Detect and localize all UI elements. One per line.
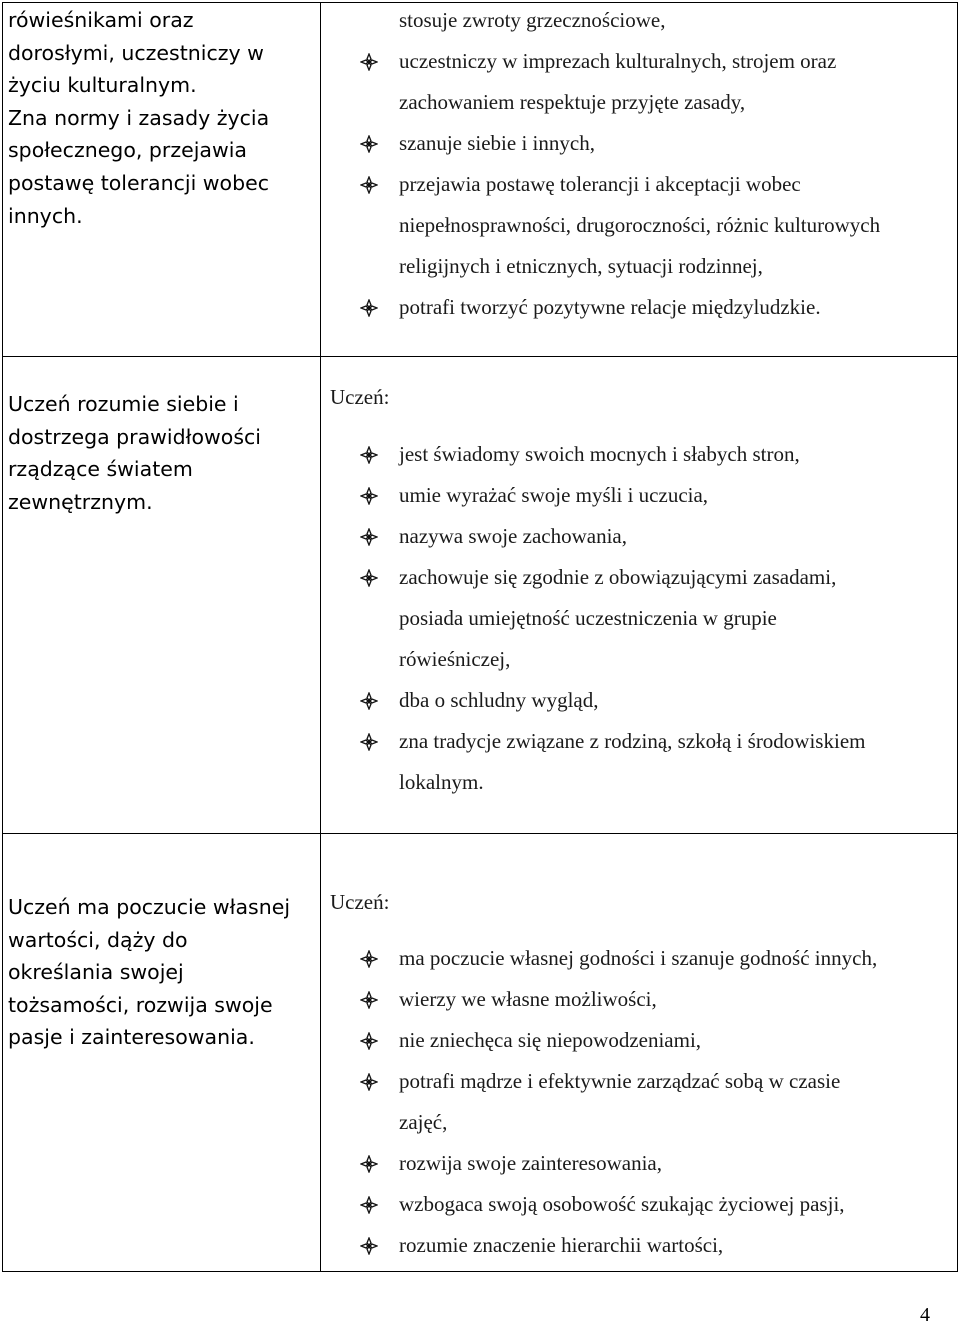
outcome-line: [330, 82, 950, 123]
four-petal-diamond-icon: [360, 53, 378, 71]
goal-line: wartości, dąży do: [8, 927, 188, 952]
outcome-line: [330, 0, 950, 41]
outcome-line: [330, 979, 950, 1020]
outcome-text: niepełnosprawności, drugoroczności, różnic kulturowych: [399, 213, 881, 237]
four-petal-diamond-icon: [360, 487, 378, 505]
outcome-text: zajęć,: [399, 1110, 448, 1134]
outcome-line: [330, 938, 950, 979]
outcome-text: przejawia postawę tolerancji i akceptacji wobec: [399, 172, 801, 196]
goal-line: tożsamości, rozwija swoje: [8, 992, 273, 1017]
column-divider: [320, 2, 321, 1272]
goal-line: Uczeń rozumie siebie i: [8, 392, 239, 416]
four-petal-diamond-icon: [360, 991, 378, 1009]
outcome-text: wzbogaca swoją osobowość szukając życiowej pasji,: [399, 1192, 845, 1216]
goal-line: życiu kulturalnym.: [8, 73, 197, 98]
row-1-goal: [8, 4, 313, 232]
outcome-line: [330, 205, 950, 246]
outcome-line: [330, 680, 950, 721]
outcome-text: zna tradycje związane z rodziną, szkołą i środowiskiem: [399, 729, 866, 753]
outcome-text: potrafi tworzyć pozytywne relacje międzyludzkie.: [399, 295, 821, 319]
outcome-line: [330, 1225, 950, 1266]
four-petal-diamond-icon: [360, 176, 378, 194]
four-petal-diamond-icon: [360, 299, 378, 317]
outcome-text: nie zniechęca się niepowodzeniami,: [399, 1028, 702, 1052]
four-petal-diamond-icon: [360, 1032, 378, 1050]
outcome-text: umie wyrażać swoje myśli i uczucia,: [399, 483, 709, 507]
outcome-line: [330, 475, 950, 516]
outcome-text: rówieśniczej,: [399, 647, 511, 671]
outcome-line: [330, 41, 950, 82]
outcome-text: potrafi mądrze i efektywnie zarządzać sobą w czasie: [399, 1069, 841, 1093]
outcome-line: [330, 516, 950, 557]
goal-line: określania swojej: [8, 960, 184, 985]
goal-line: społecznego, przejawia: [8, 138, 247, 163]
goal-line: zewnętrznym.: [8, 489, 153, 514]
row-2-heading: Uczeń:: [330, 385, 390, 409]
goal-line: postawę tolerancji wobec: [8, 170, 269, 195]
outcome-text: wierzy we własne możliwości,: [399, 987, 657, 1011]
outcome-text: ma poczucie własnej godności i szanuje godność innych,: [399, 946, 878, 970]
goal-line: innych.: [8, 203, 83, 228]
goal-line: rówieśnikami oraz: [8, 8, 194, 32]
outcome-line: [330, 1061, 950, 1102]
outcome-line: [330, 1143, 950, 1184]
outcome-line: [330, 164, 950, 205]
four-petal-diamond-icon: [360, 692, 378, 710]
outcome-line: [330, 557, 950, 598]
outcome-line: [330, 1184, 950, 1225]
outcome-text: rozumie znaczenie hierarchii wartości,: [399, 1233, 724, 1257]
four-petal-diamond-icon: [360, 1155, 378, 1173]
goal-line: pasje i zainteresowania.: [8, 1025, 255, 1050]
outcome-text: nazywa swoje zachowania,: [399, 524, 627, 548]
table-border-left: [2, 2, 3, 1272]
outcome-line: [330, 598, 950, 639]
outcome-text: szanuje siebie i innych,: [399, 131, 595, 155]
outcome-line: [330, 1102, 950, 1143]
outcome-text: lokalnym.: [399, 770, 484, 794]
table-border-bottom: [2, 1271, 958, 1272]
outcome-text: uczestniczy w imprezach kulturalnych, strojem oraz: [399, 49, 837, 73]
outcome-text: rozwija swoje zainteresowania,: [399, 1151, 662, 1175]
row-3-heading: Uczeń:: [330, 890, 390, 914]
outcome-line: [330, 721, 950, 762]
row-divider-1: [2, 356, 958, 357]
outcome-text: jest świadomy swoich mocnych i słabych stron,: [399, 442, 800, 466]
goal-line: Uczeń ma poczucie własnej: [8, 895, 291, 919]
four-petal-diamond-icon: [360, 569, 378, 587]
outcome-text: posiada umiejętność uczestniczenia w grupie: [399, 606, 777, 630]
goal-line: Zna normy i zasady życia: [8, 105, 270, 130]
goal-line: dostrzega prawidłowości: [8, 424, 261, 449]
outcome-text: stosuje zwroty grzecznościowe,: [399, 8, 666, 32]
four-petal-diamond-icon: [360, 733, 378, 751]
four-petal-diamond-icon: [360, 135, 378, 153]
four-petal-diamond-icon: [360, 446, 378, 464]
four-petal-diamond-icon: [360, 1237, 378, 1255]
row-2-goal: [8, 388, 313, 518]
outcome-line: [330, 762, 950, 803]
row-3-goal: [8, 891, 313, 1054]
table-border-right: [957, 2, 958, 1272]
outcome-line: [330, 123, 950, 164]
goal-line: dorosłymi, uczestniczy w: [8, 40, 264, 65]
goal-line: rządzące światem: [8, 457, 193, 482]
row-divider-2: [2, 833, 958, 834]
four-petal-diamond-icon: [360, 528, 378, 546]
outcome-line: [330, 287, 950, 328]
outcome-line: [330, 1020, 950, 1061]
four-petal-diamond-icon: [360, 1073, 378, 1091]
outcome-line: [330, 434, 950, 475]
page-number: 4: [920, 1304, 930, 1326]
outcome-text: dba o schludny wygląd,: [399, 688, 599, 712]
four-petal-diamond-icon: [360, 1196, 378, 1214]
four-petal-diamond-icon: [360, 950, 378, 968]
outcome-text: religijnych i etnicznych, sytuacji rodzinnej,: [399, 254, 763, 278]
outcome-text: zachowuje się zgodnie z obowiązującymi zasadami,: [399, 565, 837, 589]
outcome-line: [330, 639, 950, 680]
outcome-line: [330, 246, 950, 287]
outcome-text: zachowaniem respektuje przyjęte zasady,: [399, 90, 746, 114]
